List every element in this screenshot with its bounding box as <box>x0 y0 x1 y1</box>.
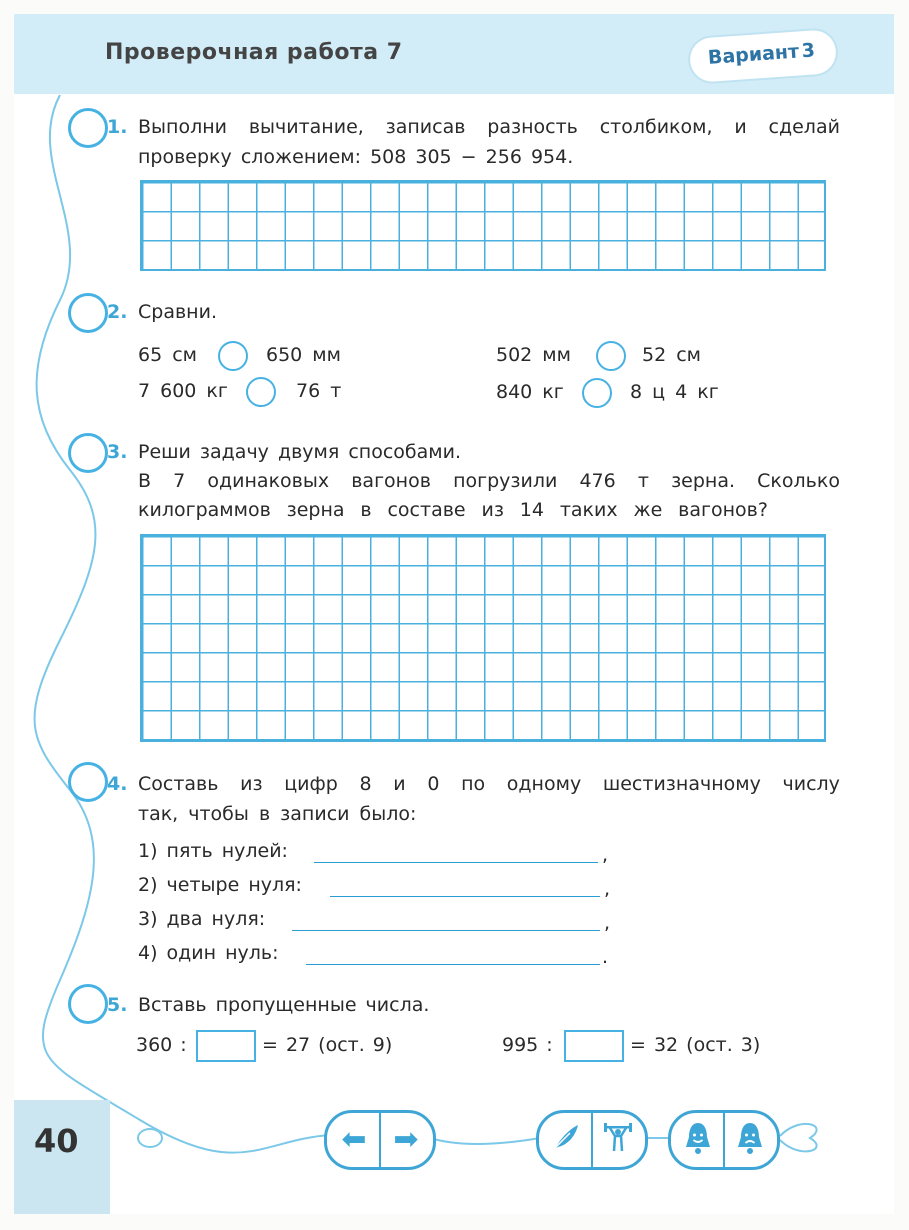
bell-happy-icon[interactable] <box>675 1121 721 1165</box>
forward-arrow-icon[interactable]: ➡ <box>393 1122 419 1157</box>
compare-4-right: 8 ц 4 кг <box>630 381 719 403</box>
page-number: 40 <box>34 1122 79 1160</box>
option-2-end: , <box>604 878 611 900</box>
mood-button[interactable] <box>668 1110 780 1170</box>
task-1-answer-grid[interactable] <box>140 180 826 271</box>
equation-1-answer-box[interactable] <box>196 1030 256 1062</box>
task-3-prompt: Реши задачу двумя способами. <box>138 441 461 463</box>
equation-1-right: = 27 (ост. 9) <box>262 1034 393 1056</box>
option-3-end: , <box>604 912 611 934</box>
compare-1-sign-circle[interactable] <box>218 341 248 371</box>
page-title: Проверочная работа 7 <box>105 40 403 65</box>
task-3-check-circle <box>68 433 108 473</box>
task-4-line-2: так, чтобы в записи было: <box>138 803 417 825</box>
variant-label: Вариант <box>707 40 800 69</box>
compare-4-sign-circle[interactable] <box>582 378 612 408</box>
arrow-nav-button[interactable] <box>324 1110 436 1170</box>
task-4-line-1: Составь из цифр 8 и 0 по одному шестизначному числу <box>138 773 840 795</box>
task-5-prompt: Вставь пропущенные числа. <box>138 994 430 1016</box>
task-3-line-1: В 7 одинаковых вагонов погрузили 476 т зерна. Сколько <box>138 470 840 492</box>
equation-2-answer-box[interactable] <box>564 1030 624 1062</box>
task-2-check-circle <box>68 293 108 333</box>
option-3-label: 3) два нуля: <box>138 908 266 930</box>
weightlifter-icon[interactable] <box>595 1121 641 1163</box>
compare-3-left: 7 600 кг <box>138 380 228 402</box>
task-4-check-circle <box>68 762 108 802</box>
compare-4-left: 840 кг <box>496 381 564 403</box>
feather-icon[interactable] <box>543 1121 589 1163</box>
equation-2-left: 995 : <box>502 1034 553 1056</box>
self-check-button[interactable] <box>536 1110 648 1170</box>
option-1-answer-line[interactable] <box>314 862 598 863</box>
compare-2-sign-circle[interactable] <box>596 341 626 371</box>
task-3-line-2: килограммов зерна в составе из 14 таких же вагонов? <box>138 499 768 521</box>
option-3-answer-line[interactable] <box>292 930 600 931</box>
task-2-number: 2. <box>107 301 128 323</box>
task-1-line-1: Выполни вычитание, записав разность столбиком, и сделай <box>138 116 840 138</box>
variant-number: 3 <box>800 39 816 63</box>
task-3-number: 3. <box>107 441 128 463</box>
option-4-label: 4) один нуль: <box>138 942 279 964</box>
task-2-prompt: Сравни. <box>138 301 217 323</box>
compare-1-right: 650 мм <box>266 344 341 366</box>
option-4-answer-line[interactable] <box>306 964 600 965</box>
task-3-answer-grid[interactable] <box>140 534 826 742</box>
option-2-label: 2) четыре нуля: <box>138 874 302 896</box>
compare-2-left: 502 мм <box>496 344 571 366</box>
equation-1-left: 360 : <box>136 1034 187 1056</box>
compare-3-sign-circle[interactable] <box>246 377 276 407</box>
compare-3-right: 76 т <box>296 380 342 402</box>
task-1-number: 1. <box>107 116 128 138</box>
task-5-number: 5. <box>107 994 128 1016</box>
back-arrow-icon[interactable]: ⬅ <box>341 1122 367 1157</box>
task-1-check-circle <box>68 108 108 148</box>
task-4-number: 4. <box>107 773 128 795</box>
option-4-end: . <box>602 946 609 968</box>
bell-sad-icon[interactable] <box>727 1121 773 1165</box>
equation-2-right: = 32 (ост. 3) <box>630 1034 761 1056</box>
compare-2-right: 52 см <box>642 344 701 366</box>
task-5-check-circle <box>68 984 108 1024</box>
option-1-end: , <box>602 844 609 866</box>
task-1-line-2: проверку сложением: 508 305 − 256 954. <box>138 146 574 168</box>
option-1-label: 1) пять нулей: <box>138 840 288 862</box>
compare-1-left: 65 см <box>138 344 197 366</box>
option-2-answer-line[interactable] <box>330 896 600 897</box>
